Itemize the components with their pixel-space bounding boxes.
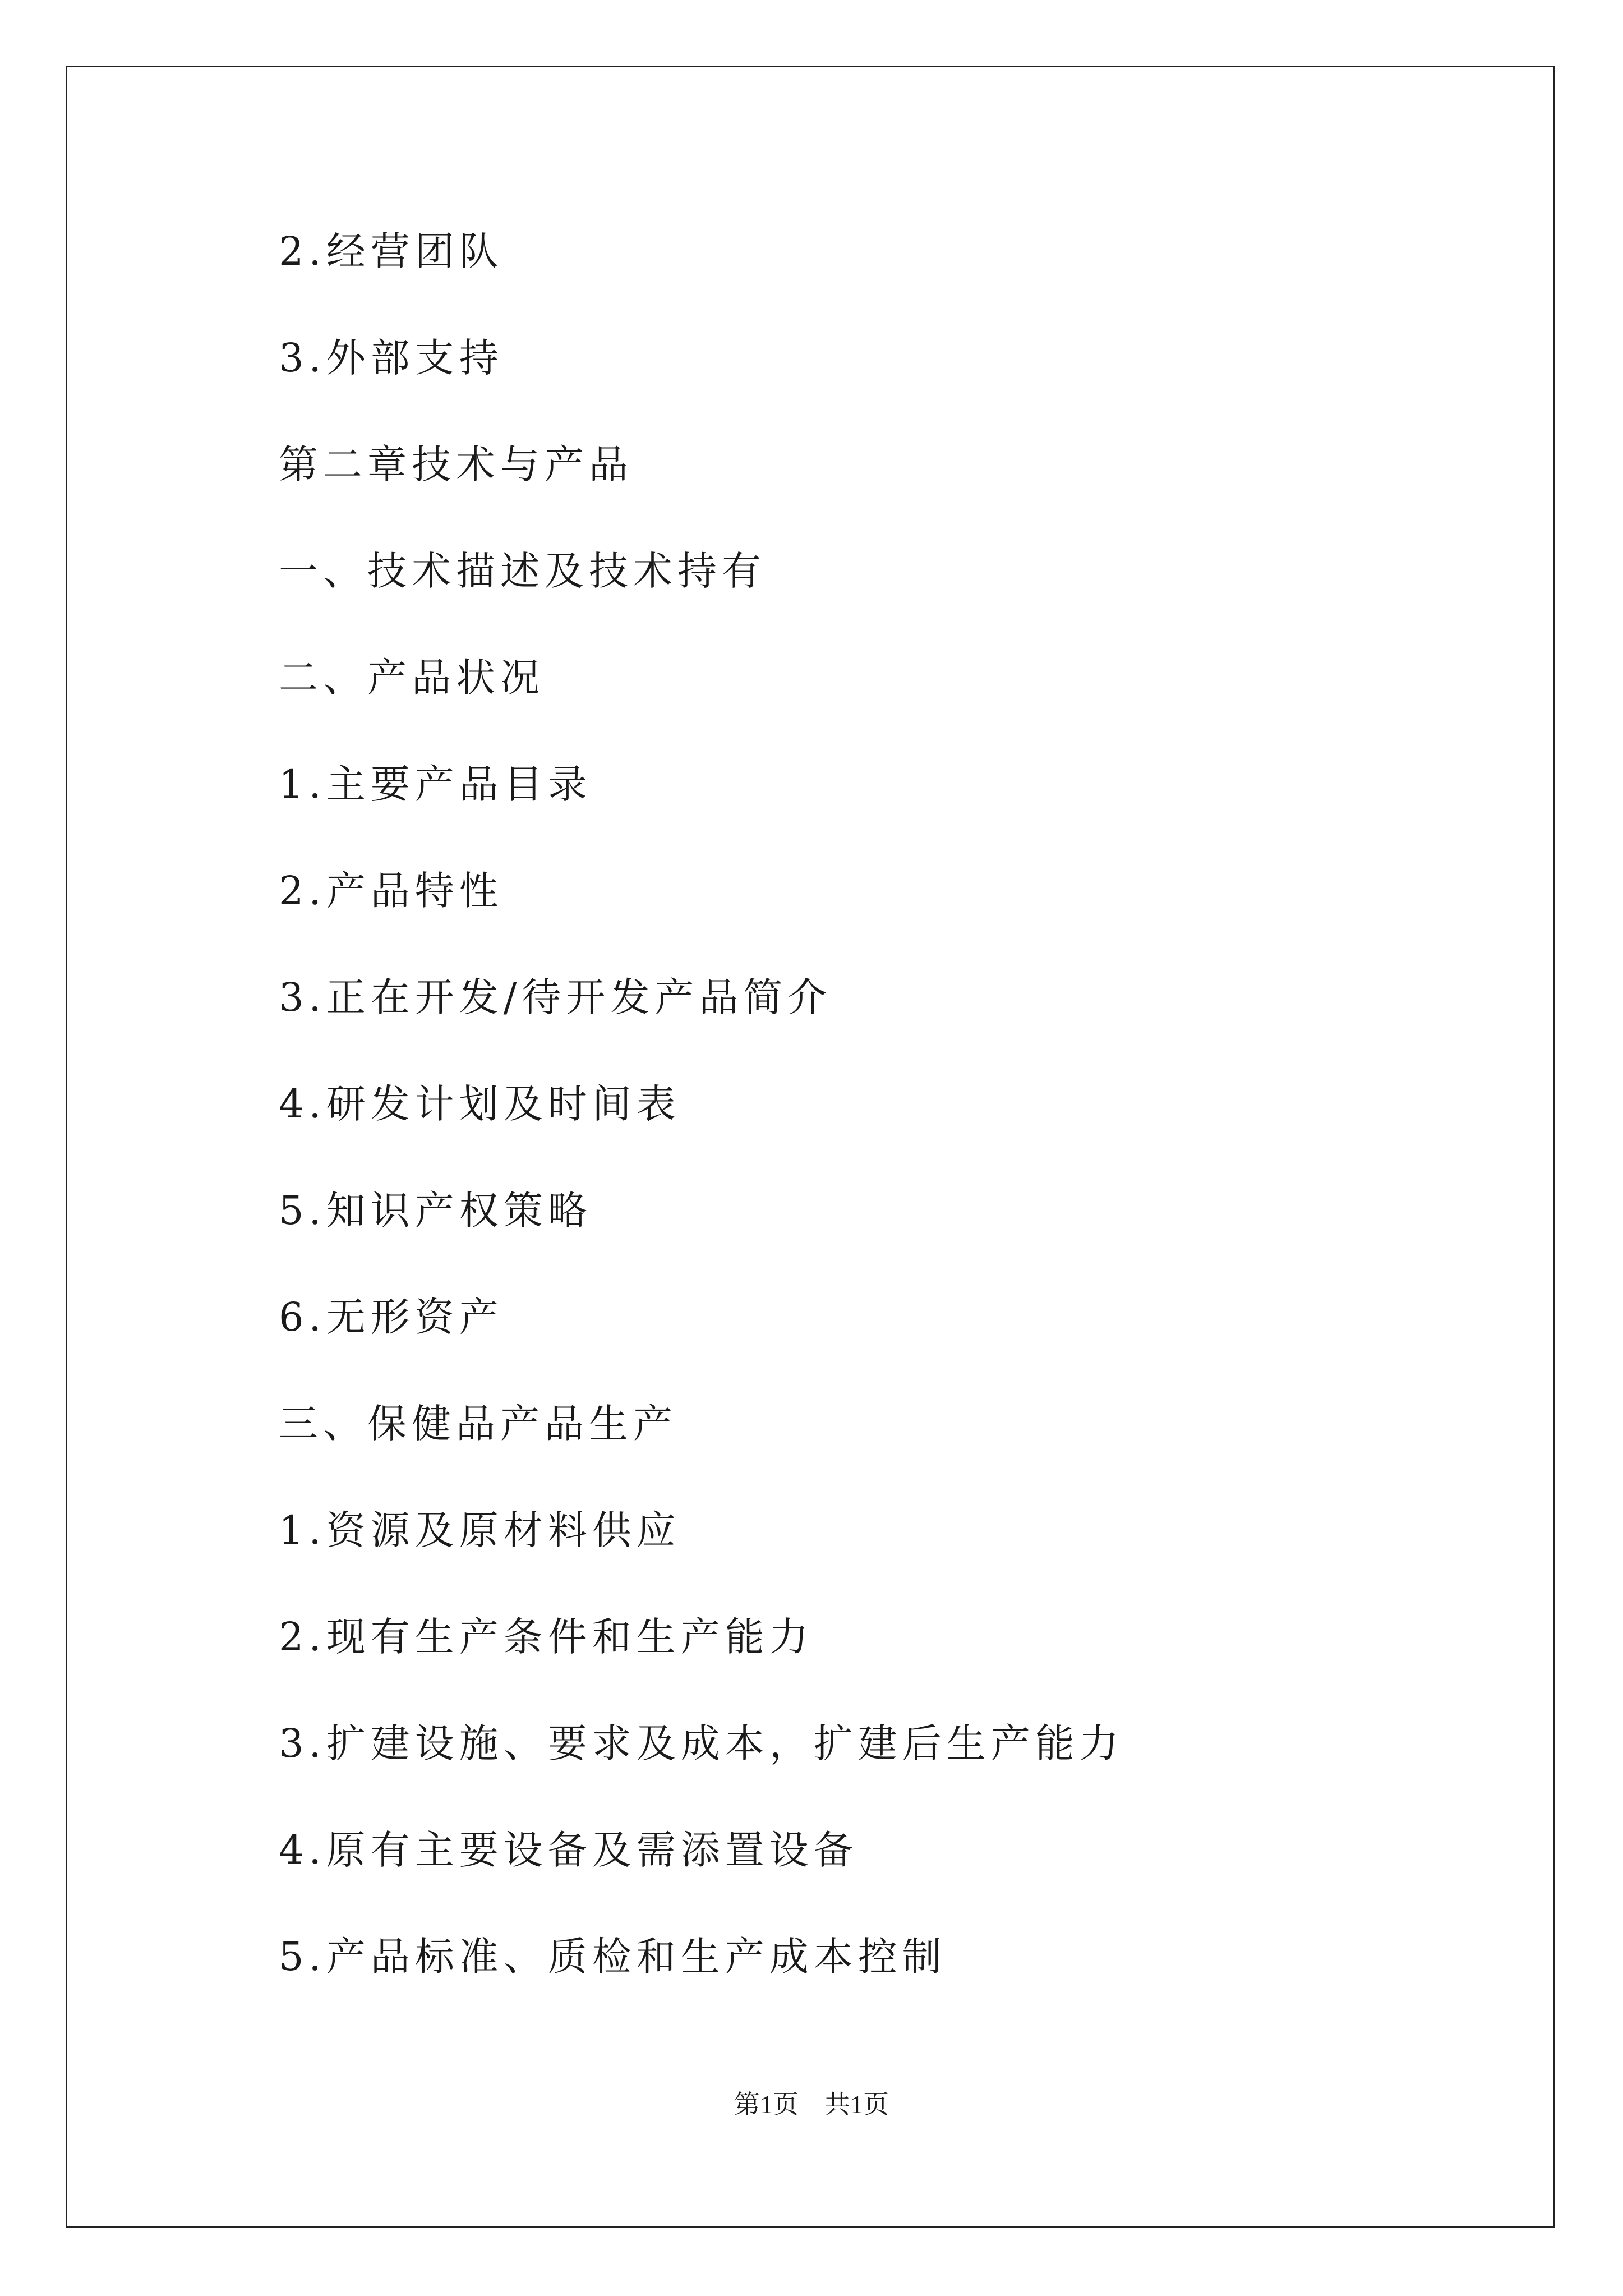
page-number: 第1页	[734, 2090, 799, 2119]
outline-item-raw-materials: 1.资源及原材料供应	[279, 1507, 681, 1553]
page-footer	[0, 2088, 1623, 2122]
outline-item-business-team: 2.经营团队	[279, 228, 504, 274]
page-total: 共1页	[824, 2090, 889, 2119]
section-heading-product-status: 二、产品状况	[279, 655, 545, 701]
outline-item-intangible-assets: 6.无形资产	[279, 1294, 504, 1340]
outline-item-product-features: 2.产品特性	[279, 868, 504, 914]
page-border	[66, 66, 1555, 2228]
outline-item-ip-strategy: 5.知识产权策略	[279, 1188, 592, 1234]
outline-item-products-in-development: 3.正在开发/待开发产品简介	[279, 974, 832, 1020]
section-heading-production: 三、保健品产品生产	[279, 1401, 677, 1447]
outline-item-rd-schedule: 4.研发计划及时间表	[279, 1081, 681, 1127]
outline-item-equipment: 4.原有主要设备及需添置设备	[279, 1827, 858, 1873]
outline-item-external-support: 3.外部支持	[279, 335, 504, 381]
section-heading-technology: 一、技术描述及技术持有	[279, 548, 766, 594]
chapter-heading: 第二章技术与产品	[279, 441, 633, 487]
outline-item-production-capacity: 2.现有生产条件和生产能力	[279, 1614, 814, 1660]
outline-item-quality-control: 5.产品标准、质检和生产成本控制	[279, 1934, 947, 1980]
outline-item-expansion: 3.扩建设施、要求及成本，扩建后生产能力	[279, 1720, 1124, 1766]
outline-item-product-catalog: 1.主要产品目录	[279, 761, 592, 807]
